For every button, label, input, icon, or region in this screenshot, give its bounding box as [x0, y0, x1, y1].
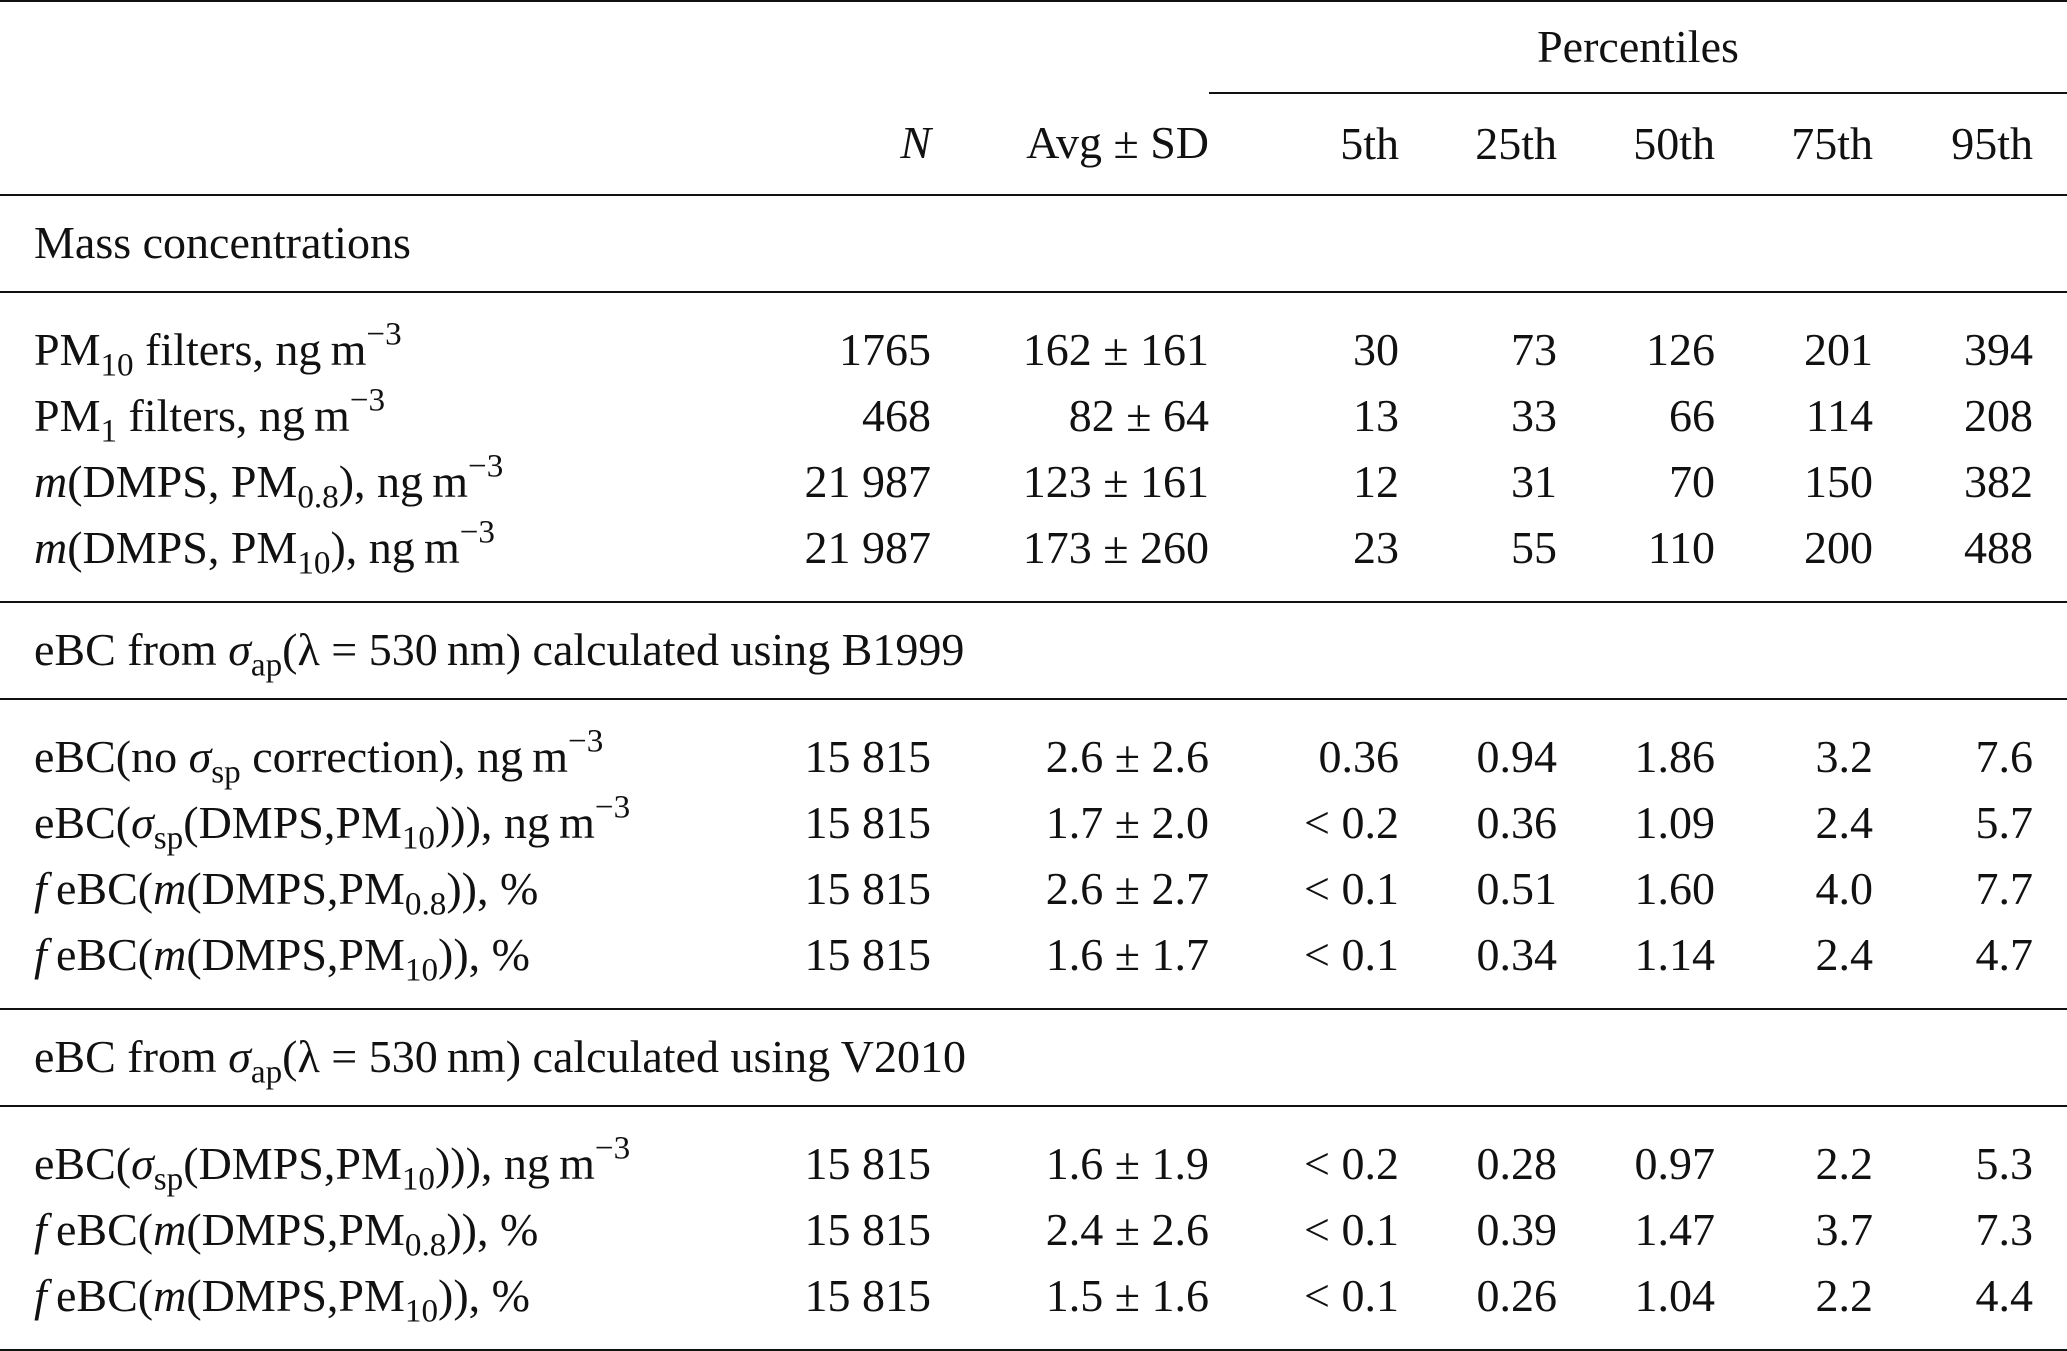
row-label: $PM_1$ filters, ng $m^{-3}$	[34, 381, 386, 450]
cell-avg: 1.5 ± 1.6	[931, 1263, 1209, 1350]
section-title-prefix: eBC from	[34, 624, 229, 676]
col-header-p95: 95th	[1873, 93, 2067, 195]
cell-avg: 162 ± 161	[1022, 323, 1209, 375]
table-row	[0, 856, 2067, 922]
cell-p95: 7.6	[1975, 730, 2033, 782]
row-label: eBC(no $\sigma_{sp}$ correction), ng $m^{-3}$	[34, 722, 604, 791]
cell-p75: 114	[1805, 389, 1873, 441]
cell-p25: 31	[1511, 455, 1557, 507]
cell-p75: 2.2	[1715, 1263, 1873, 1350]
cell-p25: 0.26	[1399, 1263, 1557, 1350]
cell-p5: < 0.1	[1304, 862, 1399, 914]
cell-p95: 4.4	[1873, 1263, 2067, 1350]
cell-avg: 2.6 ± 2.6	[1045, 730, 1209, 782]
col-header-p5: 5th	[1209, 93, 1399, 195]
cell-n: 15 815	[805, 922, 932, 1009]
cell-avg: 173 ± 260	[931, 515, 1209, 602]
cell-p25: 0.94	[1476, 730, 1557, 782]
row-label: $eBC(\sigma_{sp}(DMPS,PM_{10}))$), ng $m^{-3}$	[34, 1129, 631, 1198]
cell-p5: < 0.2	[1304, 1137, 1399, 1189]
cell-p50: 126	[1646, 323, 1715, 375]
table-row	[0, 292, 2067, 383]
cell-p50: 1.14	[1557, 922, 1715, 1009]
header-row-columns	[0, 93, 2067, 195]
cell-p95: 382	[1964, 455, 2033, 507]
cell-p75: 150	[1804, 455, 1873, 507]
col-header-n: N	[805, 93, 932, 195]
section-title: Mass concentrations	[0, 195, 2067, 292]
table-row	[0, 699, 2067, 790]
cell-p75: 201	[1804, 323, 1873, 375]
cell-p95: 394	[1964, 323, 2033, 375]
cell-p50: 0.97	[1634, 1137, 1715, 1189]
section-title: eBC from $\sigma_{ap}(\lambda = 530$ nm) calculated using V2010	[0, 1009, 2067, 1106]
cell-p25: 0.51	[1476, 862, 1557, 914]
table-row	[0, 1106, 2067, 1197]
row-label: m(DMPS, $PM_{0.8}$), ng $m^{-3}$	[34, 447, 504, 516]
table-row	[0, 1197, 2067, 1263]
cell-p50: 1.04	[1557, 1263, 1715, 1350]
cell-avg: 2.4 ± 2.6	[1045, 1203, 1209, 1255]
cell-n: 21 987	[805, 515, 932, 602]
cell-p50: 110	[1557, 515, 1715, 602]
cell-p75: 3.7	[1815, 1203, 1873, 1255]
cell-p25: 0.39	[1476, 1203, 1557, 1255]
cell-p5: < 0.2	[1304, 796, 1399, 848]
cell-n: 15 815	[804, 730, 931, 782]
cell-avg: 1.7 ± 2.0	[1045, 796, 1209, 848]
cell-p95: 5.3	[1975, 1137, 2033, 1189]
row-label: $PM_{10}$ filters, ng $m^{-3}$	[34, 315, 402, 384]
cell-p5: < 0.1	[1304, 1203, 1399, 1255]
cell-avg: 2.6 ± 2.7	[1045, 862, 1209, 914]
cell-p75: 2.4	[1715, 922, 1873, 1009]
cell-p5: < 0.1	[1209, 1263, 1399, 1350]
cell-p5: 30	[1353, 323, 1399, 375]
cell-avg: 123 ± 161	[1022, 455, 1209, 507]
cell-n: 15 815	[804, 1203, 931, 1255]
cell-p5: 0.36	[1318, 730, 1399, 782]
col-header-p50: 50th	[1557, 93, 1715, 195]
cell-p75: 3.2	[1815, 730, 1873, 782]
cell-avg: 82 ± 64	[1068, 389, 1209, 441]
row-label: f $eBC(m(DMPS,PM_{0.8}))$, %	[34, 862, 539, 923]
row-label: f $eBC(m(DMPS,PM_{10}))$, %	[0, 1263, 805, 1350]
cell-p50: 1.86	[1634, 730, 1715, 782]
cell-p5: 23	[1209, 515, 1399, 602]
table-row	[0, 922, 2067, 1009]
cell-p75: 200	[1715, 515, 1873, 602]
cell-p95: 7.3	[1975, 1203, 2033, 1255]
cell-p95: 208	[1964, 389, 2033, 441]
cell-p50: 66	[1669, 389, 1715, 441]
percentiles-header: Percentiles	[1209, 1, 2067, 93]
cell-n: 21 987	[804, 455, 931, 507]
col-header-avg: Avg ± SD	[931, 93, 1209, 195]
cell-p50: 1.47	[1634, 1203, 1715, 1255]
cell-p75: 2.2	[1815, 1137, 1873, 1189]
section-header	[0, 1009, 2067, 1106]
header-row-percentiles	[0, 1, 2067, 93]
cell-p95: 488	[1873, 515, 2067, 602]
cell-p25: 0.36	[1476, 796, 1557, 848]
cell-p50: 1.09	[1634, 796, 1715, 848]
cell-p95: 5.7	[1975, 796, 2033, 848]
cell-p50: 70	[1669, 455, 1715, 507]
section-header	[0, 195, 2067, 292]
cell-p75: 2.4	[1815, 796, 1873, 848]
cell-p5: 12	[1353, 455, 1399, 507]
cell-p75: 4.0	[1815, 862, 1873, 914]
row-label: m(DMPS, $PM_{10}$), ng $m^{-3}$	[0, 515, 805, 602]
cell-p95: 7.7	[1975, 862, 2033, 914]
table-row	[0, 515, 2067, 602]
cell-avg: 1.6 ± 1.7	[931, 922, 1209, 1009]
table-row	[0, 790, 2067, 856]
cell-p50: 1.60	[1634, 862, 1715, 914]
cell-avg: 1.6 ± 1.9	[1045, 1137, 1209, 1189]
section-title-prefix: eBC from	[34, 1031, 229, 1083]
cell-p5: 13	[1353, 389, 1399, 441]
cell-p25: 55	[1399, 515, 1557, 602]
cell-n: 15 815	[804, 1137, 931, 1189]
row-label: f $eBC(m(DMPS,PM_{10}))$, %	[0, 922, 805, 1009]
section-title-suffix: calculated using B1999	[521, 624, 965, 676]
cell-n: 468	[862, 389, 931, 441]
cell-n: 15 815	[804, 796, 931, 848]
col-header-p25: 25th	[1399, 93, 1557, 195]
cell-n: 15 815	[804, 862, 931, 914]
col-header-p75: 75th	[1715, 93, 1873, 195]
table-row	[0, 1263, 2067, 1350]
cell-n: 1765	[839, 323, 931, 375]
cell-p25: 0.34	[1399, 922, 1557, 1009]
cell-p25: 33	[1511, 389, 1557, 441]
cell-p25: 73	[1511, 323, 1557, 375]
row-label: $eBC(\sigma_{sp}(DMPS,PM_{10}))$), ng $m^{-3}$	[34, 788, 631, 857]
row-label: f $eBC(m(DMPS,PM_{0.8}))$, %	[34, 1203, 539, 1264]
cell-p5: < 0.1	[1209, 922, 1399, 1009]
section-title: eBC from $\sigma_{ap}(\lambda = 530$ nm) calculated using B1999	[0, 602, 2067, 699]
section-header	[0, 602, 2067, 699]
table-row	[0, 449, 2067, 515]
cell-p95: 4.7	[1873, 922, 2067, 1009]
cell-p25: 0.28	[1476, 1137, 1557, 1189]
section-title-suffix: calculated using V2010	[521, 1031, 967, 1083]
table-row	[0, 383, 2067, 449]
cell-n: 15 815	[805, 1263, 932, 1350]
